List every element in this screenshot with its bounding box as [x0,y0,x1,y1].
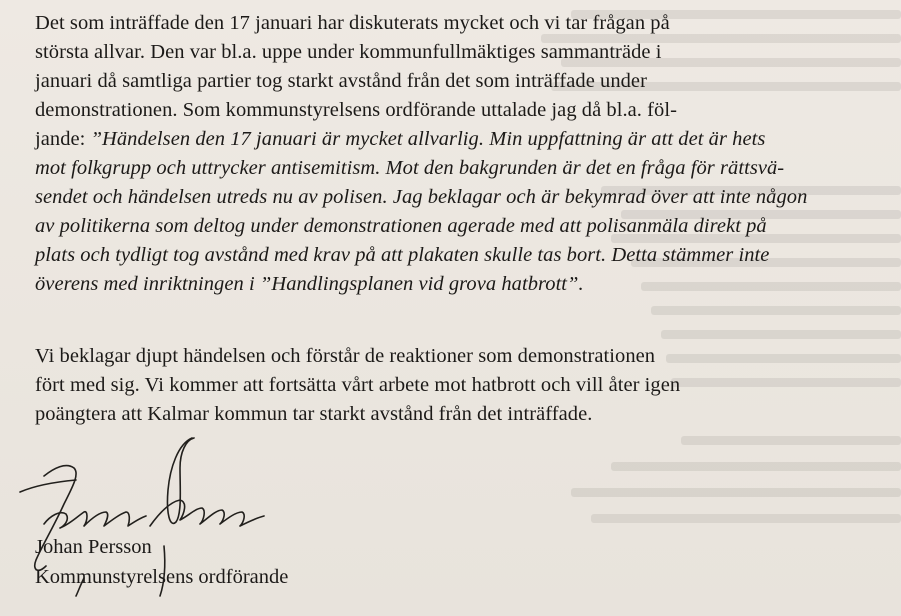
paragraph-line [35,38,661,66]
line-text: största allvar. Den var bl.a. uppe under kommunfullmäktiges sammanträde i [35,41,662,63]
paragraph-line [35,125,765,153]
line-text: demonstrationen. Som kommunstyrelsens ordförande uttalade jag då bl.a. föl- [35,99,677,121]
signatory-name: Johan Persson [35,536,152,558]
line-text: jande: [35,128,91,150]
quote-text: överens med inriktningen i ”Handlingsplanen vid grova hatbrott”. [35,273,584,295]
quote-text: mot folkgrupp och uttrycker antisemitism. Mot den bakgrunden är det en fråga för rättsvä- [35,157,785,179]
line-text: fört med sig. Vi kommer att fortsätta vårt arbete mot hatbrott och vill åter igen [35,374,681,396]
line-text: januari då samtliga partier tog starkt avstånd från det som inträffade under [35,70,647,92]
quote-line [35,212,767,240]
paragraph-line [35,9,670,37]
paragraph-line [35,342,655,370]
paragraph-line [35,96,677,124]
quote-text: ”Händelsen den 17 januari är mycket allvarlig. Min uppfattning är att det är hets [90,128,766,150]
paragraph-line [35,67,647,95]
paragraph-line [35,400,592,428]
line-text: Det som inträffade den 17 januari har diskuterats mycket och vi tar frågan på [35,12,670,34]
line-text: Vi beklagar djupt händelsen och förstår de reaktioner som demonstrationen [35,345,656,367]
quote-line [35,154,784,182]
quote-text: av politikerna som deltog under demonstrationen agerade med att polisanmäla direkt på [35,215,767,237]
quote-text: plats och tydligt tog avstånd med krav på att plakaten skulle tas bort. Detta stämmer inte [35,244,770,266]
quote-line [35,241,769,269]
signatory-title: Kommunstyrelsens ordförande [35,566,289,588]
line-text: poängtera att Kalmar kommun tar starkt avstånd från det inträffade. [35,403,593,425]
quote-line [35,270,584,298]
paragraph-line [35,371,680,399]
quote-line [35,183,807,211]
quote-text: sendet och händelsen utreds nu av polisen. Jag beklagar och är bekymrad över att inte någon [35,186,808,208]
